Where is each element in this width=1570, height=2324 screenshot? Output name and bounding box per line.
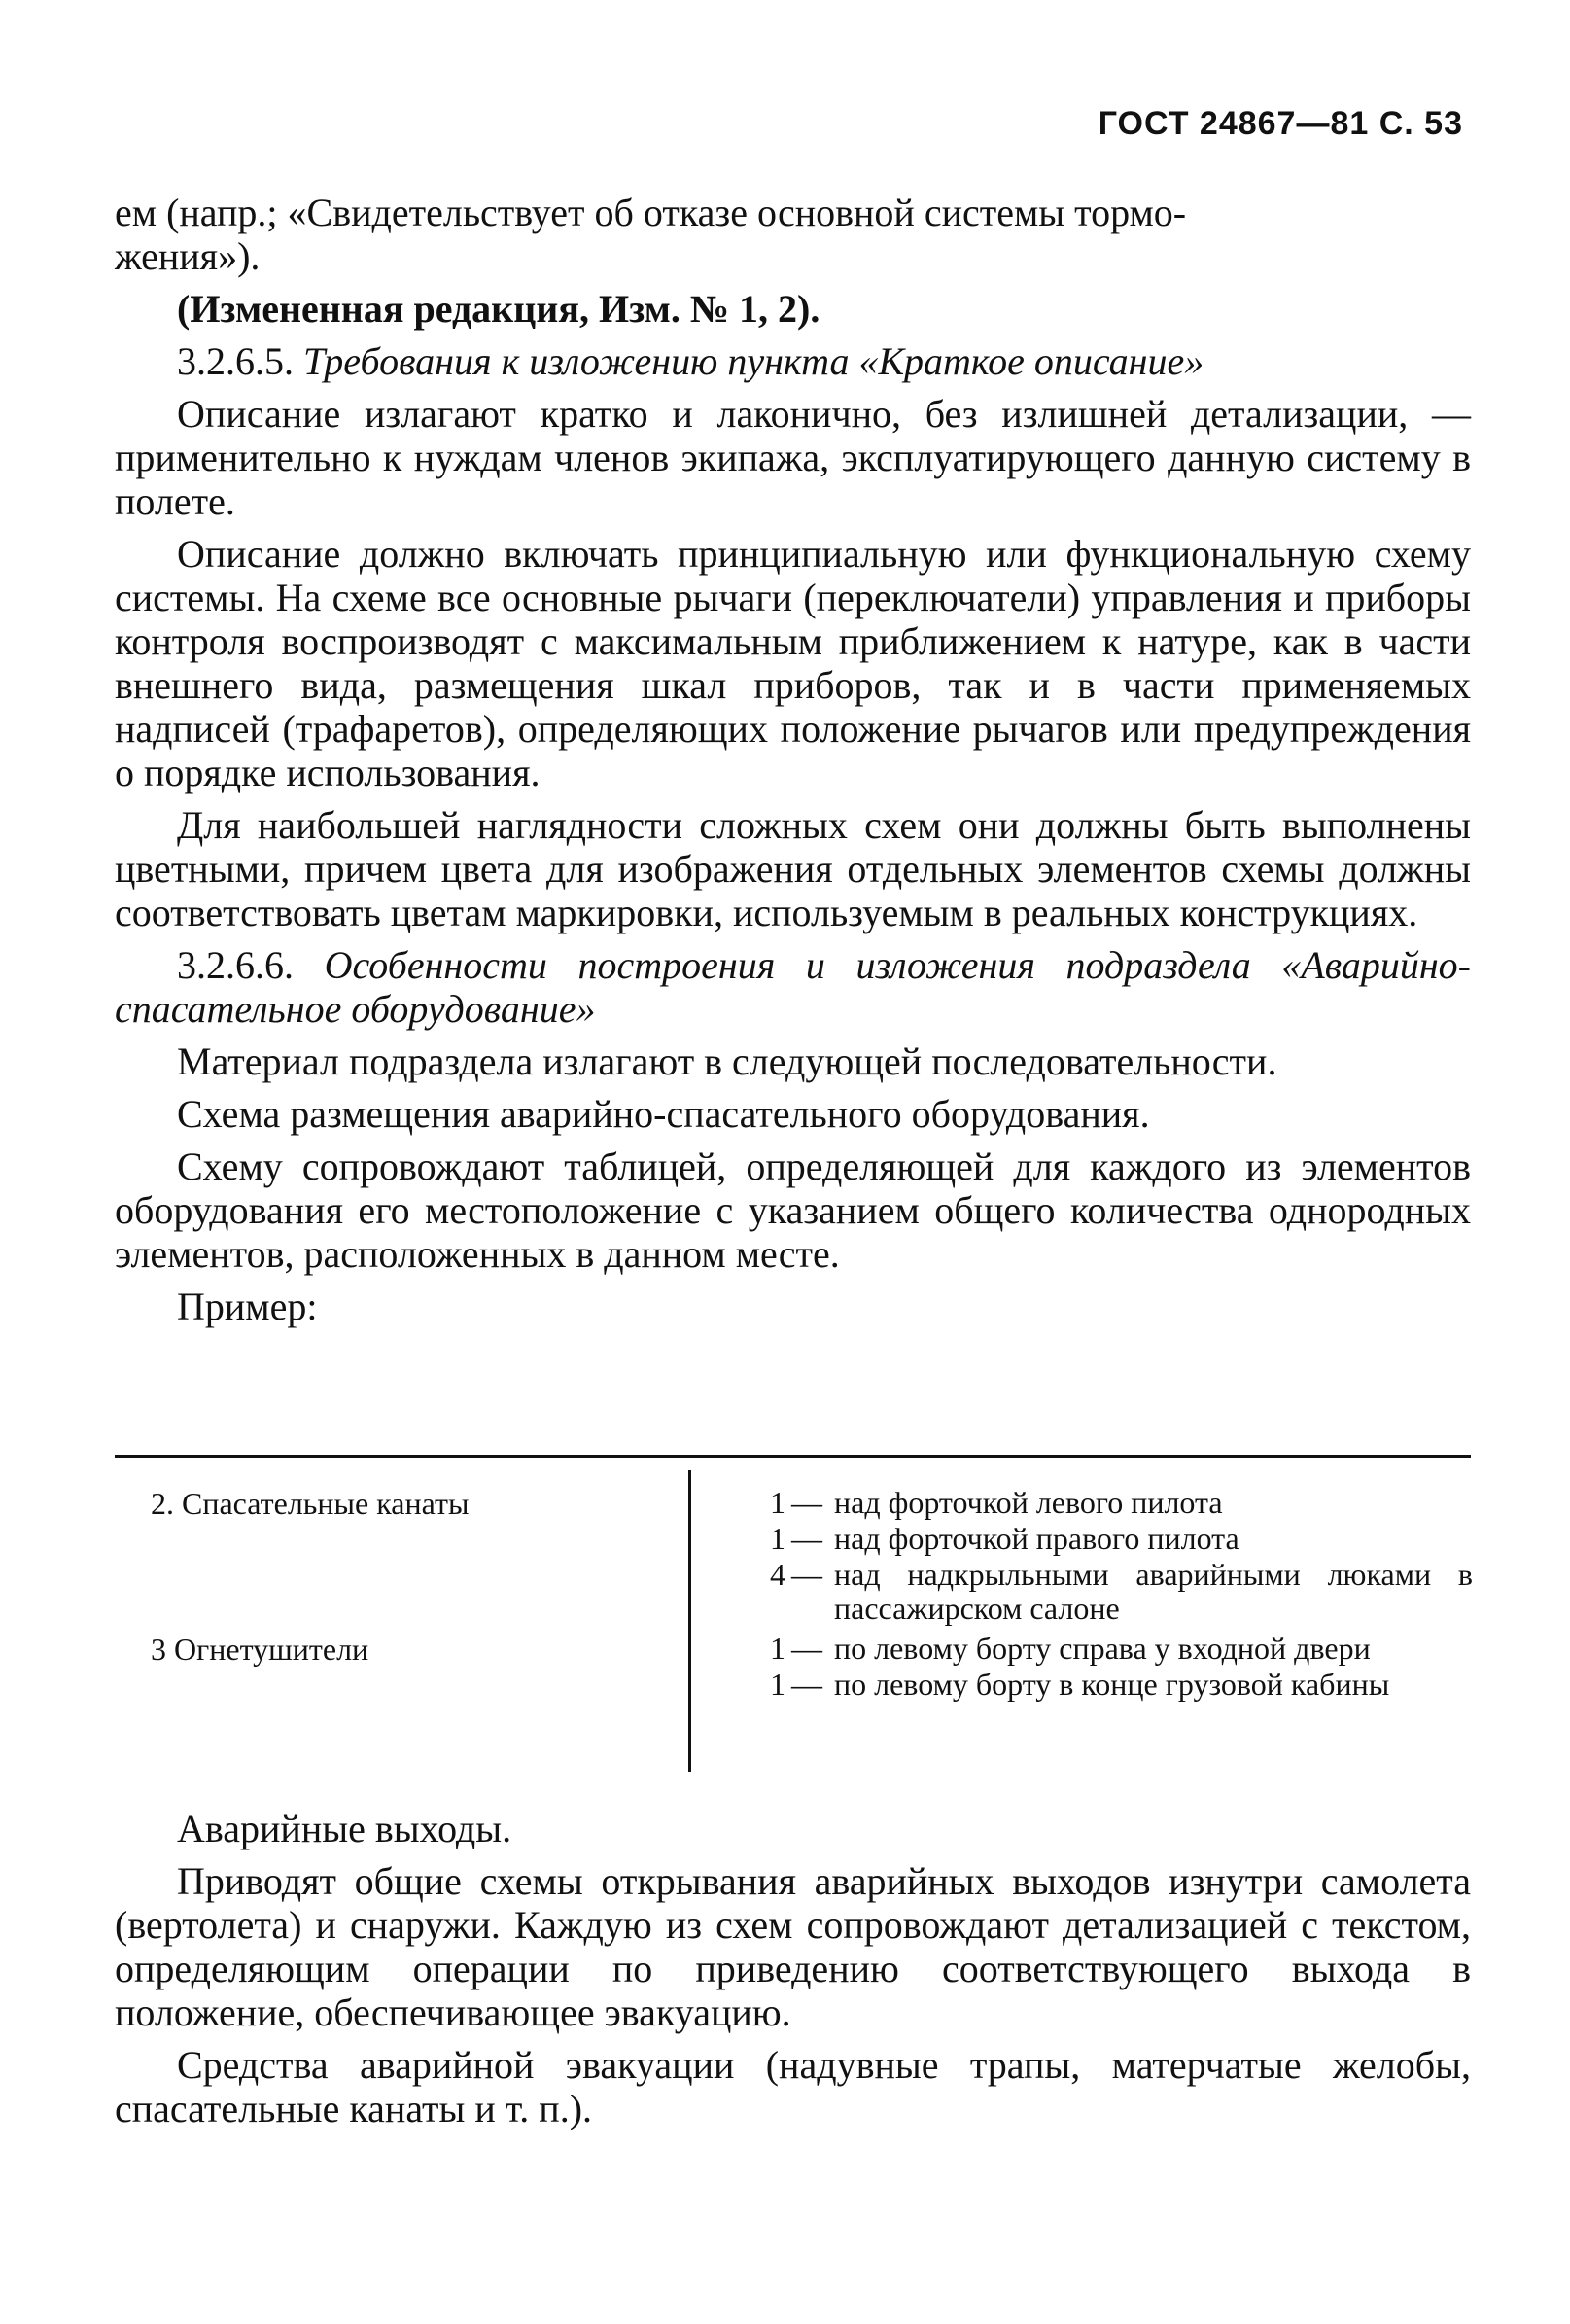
entry-location: над форточкой правого пилота xyxy=(834,1521,1239,1556)
section-3-2-6-5-heading xyxy=(115,339,1471,383)
continued-line-1: ем (напр.; «Свидетельствует об отказе основной системы тормо- xyxy=(115,191,1187,234)
paragraph-text: Схему сопровождают таблицей, определяющей для каждого из элементов оборудования его местоположение с указанием общего количества однородных элементов, расположенных в данном месте. xyxy=(115,1144,1471,1276)
paragraph xyxy=(115,2043,1471,2130)
table-entry xyxy=(758,1668,1473,1702)
table-top-rule xyxy=(115,1455,1471,1458)
paragraph-text: Для наибольшей наглядности сложных схем они должны быть выполнены цветными, причем цвета для изображения отдельных элементов схемы должны соответствовать цветам маркировки, используемым в реальных конструкциях. xyxy=(115,803,1471,934)
page-header: ГОСТ 24867—81 С. 53 xyxy=(1098,105,1463,142)
entry-count: 1 xyxy=(770,1485,785,1520)
entry-count: 1 xyxy=(770,1631,785,1666)
table-locations-group-1 xyxy=(758,1486,1473,1628)
paragraph xyxy=(115,532,1471,794)
entry-location: над форточкой левого пилота xyxy=(834,1485,1223,1520)
paragraph-text: Схема размещения аварийно-спасательного оборудования. xyxy=(177,1092,1150,1136)
table-item-ognetushiteli: 3 Огнетушители xyxy=(151,1632,369,1667)
entry-dash: — xyxy=(791,1521,822,1556)
entry-count: 1 xyxy=(770,1667,785,1702)
paragraph-text: Приводят общие схемы открывания аварийных выходов изнутри самолета (вертолета) и снаружи. Каждую из схем сопровождают детализацией с текстом, определяющим операции по приведению соответствующего выхода в положение, обеспечивающее эвакуацию. xyxy=(115,1859,1471,2034)
section-3-2-6-6-heading xyxy=(115,943,1471,1031)
entry-location: по левому борту в конце грузовой кабины xyxy=(834,1667,1390,1702)
entry-dash: — xyxy=(791,1485,822,1520)
paragraph-text: Материал подраздела излагают в следующей последовательности. xyxy=(177,1039,1277,1083)
paragraph-text: Аварийные выходы. xyxy=(177,1807,512,1850)
paragraph-text: Описание должно включать принципиальную или функциональную схему системы. На схеме все основные рычаги (переключатели) управления и приборы контроля воспроизводят с максимальным приближением к натуре, как в части внешнего вида, размещения шкал приборов, так и в части применяемых надписей (трафаретов), определяющих положение рычагов или предупреждения о порядке использования. xyxy=(115,532,1471,794)
paragraph xyxy=(115,1092,1471,1136)
section-title: Требования к изложению пункта «Краткое описание» xyxy=(303,339,1204,383)
table-entry xyxy=(758,1632,1473,1666)
text-block-top xyxy=(115,191,1471,1337)
table-entry xyxy=(758,1486,1473,1520)
table-locations-group-2 xyxy=(758,1632,1473,1704)
paragraph-text: Описание излагают кратко и лаконично, без излишней детализации, — применительно к нуждам членов экипажа, эксплуатирующего данную систему в полете. xyxy=(115,392,1471,523)
table-column-divider xyxy=(688,1470,691,1772)
table-item-spasatelnye-kanaty: 2. Спасательные канаты xyxy=(151,1486,470,1521)
table-entry xyxy=(758,1522,1473,1556)
section-number: 3.2.6.6. xyxy=(177,943,294,987)
section-number: 3.2.6.5. xyxy=(177,339,294,383)
example-text: Пример: xyxy=(177,1285,318,1328)
entry-location: над надкрыльными аварийными люками в пассажирском салоне xyxy=(834,1557,1473,1626)
entry-count: 1 xyxy=(770,1521,785,1556)
entry-count: 4 xyxy=(770,1557,785,1592)
table-entry xyxy=(758,1558,1473,1626)
paragraph xyxy=(115,392,1471,523)
paragraph-text: Средства аварийной эвакуации (надувные трапы, матерчатые желобы, спасательные канаты и т. п.). xyxy=(115,2043,1471,2130)
continued-line-2: жения»). xyxy=(115,234,261,278)
paragraph xyxy=(115,1859,1471,2034)
amendment-note xyxy=(115,287,1471,331)
paragraph xyxy=(115,1039,1471,1083)
example-label xyxy=(115,1285,1471,1328)
entry-dash: — xyxy=(791,1631,822,1666)
section-title: Особенности построения и изложения подраздела «Аварийно-спасательное оборудование» xyxy=(115,943,1471,1031)
paragraph xyxy=(115,1807,1471,1850)
paragraph xyxy=(115,1144,1471,1276)
entry-dash: — xyxy=(791,1557,822,1592)
entry-location: по левому борту справа у входной двери xyxy=(834,1631,1371,1666)
amendment-text: (Измененная редакция, Изм. № 1, 2). xyxy=(177,287,820,331)
entry-dash: — xyxy=(791,1667,822,1702)
text-block-bottom xyxy=(115,1807,1471,2139)
paragraph xyxy=(115,803,1471,934)
